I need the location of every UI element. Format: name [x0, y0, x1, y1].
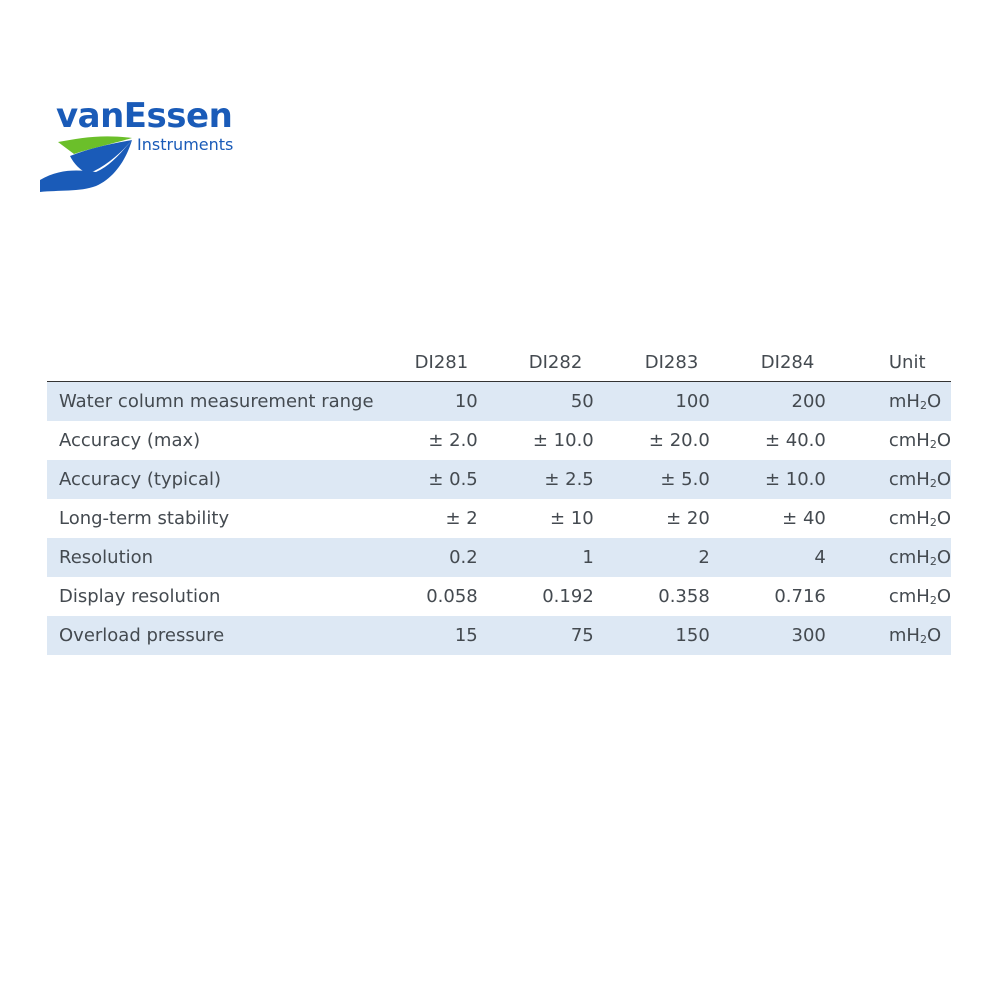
- row-label: Accuracy (typical): [47, 460, 388, 499]
- table-cell: 150: [618, 616, 734, 655]
- table-cell: ± 40: [782, 508, 826, 529]
- table-cell: 0.358: [658, 586, 710, 607]
- row-label: Long-term stability: [59, 508, 230, 529]
- unit-cell: cmH2O: [888, 586, 951, 607]
- table-row: [47, 499, 951, 538]
- table-row: [47, 460, 951, 499]
- table-cell: 50: [502, 382, 618, 422]
- specifications-table: [47, 343, 951, 655]
- table-cell: 0.716: [774, 586, 826, 607]
- header-unit: Unit: [850, 343, 951, 382]
- table-cell: 2: [618, 538, 734, 577]
- table-cell: 100: [618, 382, 734, 422]
- header-model: DI284: [734, 343, 850, 382]
- unit-cell: cmH2O: [888, 430, 951, 451]
- row-label: Resolution: [47, 538, 388, 577]
- table-row: [47, 577, 951, 616]
- row-label: Overload pressure: [47, 616, 388, 655]
- table-row: [47, 421, 951, 460]
- row-label: Water column measurement range: [47, 382, 388, 422]
- table-cell: ± 2.5: [502, 460, 618, 499]
- table-header-row: [47, 343, 951, 382]
- row-label: Accuracy (max): [59, 430, 201, 451]
- unit-cell: cmH2O: [850, 538, 951, 577]
- table-cell: ± 20: [666, 508, 710, 529]
- table-cell: ± 5.0: [618, 460, 734, 499]
- header-label-cell: [47, 343, 388, 382]
- brand-subtitle: Instruments: [137, 135, 234, 154]
- table-cell: 1: [502, 538, 618, 577]
- brand-name: vanEssen: [56, 96, 233, 136]
- unit-cell: mH2O: [850, 382, 951, 422]
- table-cell: ± 2: [445, 508, 478, 529]
- table-cell: 300: [734, 616, 850, 655]
- table-cell: ± 2.0: [428, 430, 478, 451]
- unit-cell: cmH2O: [888, 508, 951, 529]
- table-cell: ± 40.0: [764, 430, 826, 451]
- unit-cell: mH2O: [850, 616, 951, 655]
- header-model: DI281: [388, 343, 502, 382]
- table-cell: ± 10.0: [532, 430, 594, 451]
- table-cell: 0.058: [426, 586, 478, 607]
- table-cell: ± 20.0: [648, 430, 710, 451]
- table-cell: 0.2: [388, 538, 502, 577]
- table-cell: 10: [388, 382, 502, 422]
- table-cell: ± 0.5: [388, 460, 502, 499]
- table-cell: 200: [734, 382, 850, 422]
- brand-logo: [40, 98, 270, 198]
- table-cell: 0.192: [542, 586, 594, 607]
- table-row: [47, 538, 951, 577]
- table-row: [47, 382, 951, 422]
- row-label: Display resolution: [59, 586, 221, 607]
- header-model: DI283: [618, 343, 734, 382]
- table-cell: 75: [502, 616, 618, 655]
- table-cell: ± 10.0: [734, 460, 850, 499]
- table-cell: 4: [734, 538, 850, 577]
- table-cell: 15: [388, 616, 502, 655]
- table-row: [47, 616, 951, 655]
- unit-cell: cmH2O: [850, 460, 951, 499]
- header-model: DI282: [502, 343, 618, 382]
- table-cell: ± 10: [550, 508, 594, 529]
